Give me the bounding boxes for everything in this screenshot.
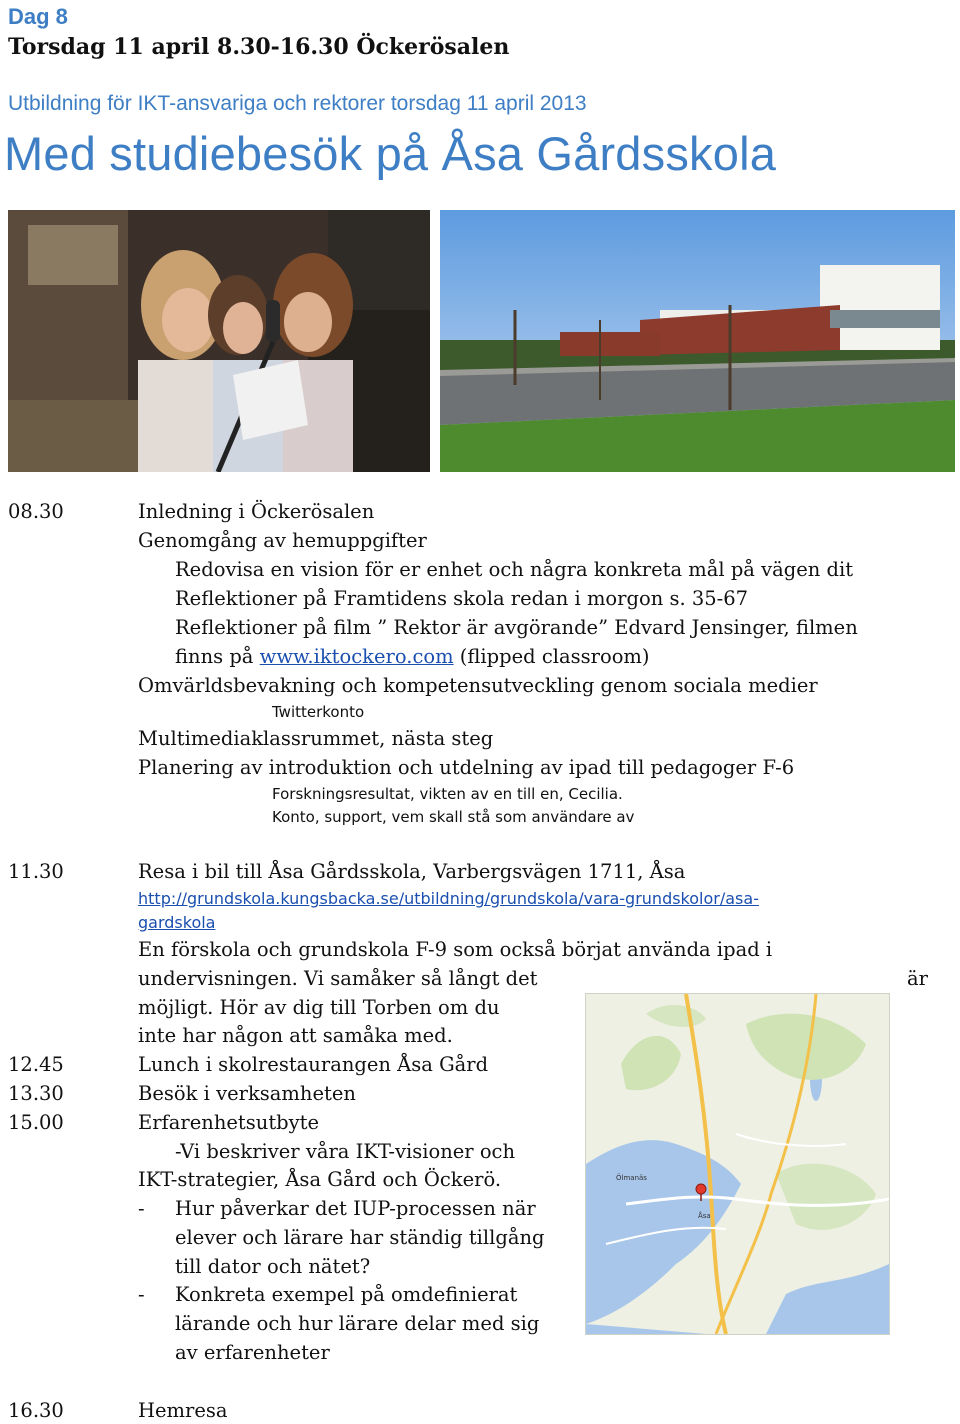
item-forskola2-end: är <box>907 967 928 990</box>
map-label-asa: Åsa <box>698 1212 711 1220</box>
item-resa: Resa i bil till Åsa Gårdsskola, Varbergsvägen 1711, Åsa <box>138 860 686 883</box>
bullet-dash-1: - <box>138 1197 145 1220</box>
item-ikt-strategier: IKT-strategier, Åsa Gård och Öckerö. <box>138 1168 502 1191</box>
item-forskola1: En förskola och grundskola F-9 som också börjat använda ipad i <box>138 938 773 961</box>
item-twitter: Twitterkonto <box>272 703 365 721</box>
item-vision: Redovisa en vision för er enhet och några konkreta mål på vägen dit <box>175 558 854 581</box>
item-finns-pa-line <box>175 644 650 670</box>
time-1630: 16.30 <box>8 1399 64 1422</box>
item-hur1: Hur påverkar det IUP-processen när <box>175 1197 536 1220</box>
item-homework: Genomgång av hemuppgifter <box>138 529 427 552</box>
item-multimedia: Multimediaklassrummet, nästa steg <box>138 727 494 750</box>
item-konkreta3: av erfarenheter <box>175 1341 330 1364</box>
time-0830: 08.30 <box>8 500 64 523</box>
item-konkreta2: lärande och hur lärare delar med sig <box>175 1312 540 1335</box>
time-1500: 15.00 <box>8 1111 64 1134</box>
bullet-dash-2: - <box>138 1283 145 1306</box>
item-hur3: till dator och nätet? <box>175 1255 371 1278</box>
map-label-olmanas: Ölmanäs <box>616 1174 647 1182</box>
item-konto: Konto, support, vem skall stå som användare av <box>272 808 635 826</box>
item-reflect1: Reflektioner på Framtidens skola redan i morgon s. 35-67 <box>175 587 749 610</box>
item-erfarenhet: Erfarenhetsutbyte <box>138 1111 320 1134</box>
item-forskola2: undervisningen. Vi samåker så långt det <box>138 967 538 990</box>
photo-school-building <box>440 210 955 472</box>
item-hur2: elever och lärare har ständig tillgång <box>175 1226 545 1249</box>
item-hemresa: Hemresa <box>138 1399 228 1422</box>
finns-pa-text: finns på <box>175 645 254 668</box>
item-reflect2: Reflektioner på film ” Rektor är avgörande” Edvard Jensinger, filmen <box>175 616 858 639</box>
item-lunch: Lunch i skolrestaurangen Åsa Gård <box>138 1053 489 1076</box>
school-url-line1[interactable]: http://grundskola.kungsbacka.se/utbildning/grundskola/vara-grundskolor/asa- <box>138 889 759 908</box>
date-line: Torsdag 11 april 8.30-16.30 Öckerösalen <box>8 34 510 60</box>
item-omvarld: Omvärldsbevakning och kompetensutveckling genom sociala medier <box>138 674 818 697</box>
flipped-text: (flipped classroom) <box>459 645 650 668</box>
item-planering: Planering av introduktion och utdelning av ipad till pedagoger F-6 <box>138 756 795 779</box>
time-1330: 13.30 <box>8 1082 64 1105</box>
day-heading: Dag 8 <box>8 4 68 29</box>
time-1245: 12.45 <box>8 1053 64 1076</box>
item-besok: Besök i verksamheten <box>138 1082 356 1105</box>
subtitle: Utbildning för IKT-ansvariga och rektorer torsdag 11 april 2013 <box>8 92 587 115</box>
item-vi-beskriver: -Vi beskriver våra IKT-visioner och <box>175 1140 516 1163</box>
page-title: Med studiebesök på Åsa Gårdsskola <box>4 127 777 180</box>
item-forskola4: inte har någon att samåka med. <box>138 1024 453 1047</box>
item-forskola3: möjligt. Hör av dig till Torben om du <box>138 996 500 1019</box>
photo-recording-studio <box>8 210 430 472</box>
item-forskning: Forskningsresultat, vikten av en till en, Cecilia. <box>272 785 623 803</box>
school-url-line2[interactable]: gardskola <box>138 913 216 932</box>
item-intro: Inledning i Öckerösalen <box>138 500 375 523</box>
area-map <box>585 993 890 1335</box>
item-konkreta1: Konkreta exempel på omdefinierat <box>175 1283 518 1306</box>
iktockero-link[interactable]: www.iktockero.com <box>259 645 454 668</box>
time-1130: 11.30 <box>8 860 64 883</box>
